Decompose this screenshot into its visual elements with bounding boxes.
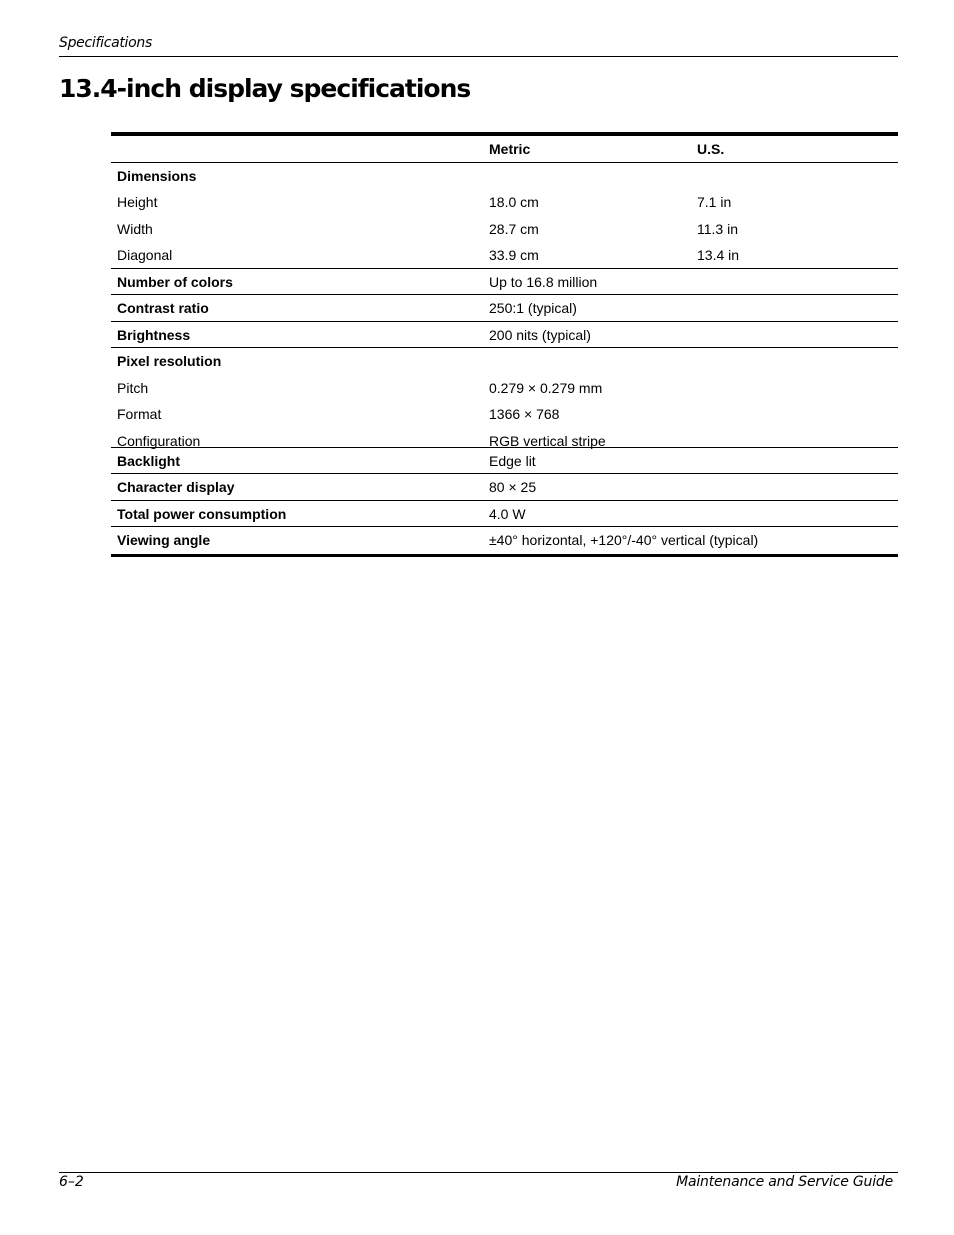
table-row [111,163,898,190]
running-header: Specifications [59,35,152,51]
row-label: Viewing angle [117,532,211,548]
row-label: Diagonal [117,247,173,263]
row-label: Contrast ratio [117,300,209,316]
row-metric-value: 33.9 cm [489,247,539,263]
footer-rule [59,1172,898,1173]
row-label: Pitch [117,379,149,396]
table-row [111,242,898,269]
row-metric-value: RGB vertical stripe [489,432,606,449]
row-label: Backlight [117,452,181,469]
row-label: Total power consumption [117,505,287,522]
row-metric-value: ±40° horizontal, +120°/-40° vertical (typical) [489,532,759,548]
row-label: Character display [117,479,235,495]
row-metric-value: 0.279 × 0.279 mm [489,379,603,396]
header-rule [59,56,898,57]
page-number: 6–2 [59,1174,84,1190]
row-metric-value: Edge lit [489,452,536,469]
row-us-value: 11.3 in [697,220,738,237]
page-title: 13.4-inch display specifications [59,74,471,103]
table-row [111,501,898,528]
column-header-us: U.S. [697,141,725,157]
row-label: Dimensions [117,167,197,184]
row-metric-value: 28.7 cm [489,220,539,237]
table-header-row [111,136,898,163]
table-row [111,527,898,554]
table-row [111,189,898,216]
row-label: Height [117,194,158,210]
row-label: Configuration [117,432,201,449]
column-header-metric: Metric [489,141,531,157]
table-row [111,401,898,428]
row-label: Brightness [117,326,191,343]
row-label: Format [117,406,162,422]
table-row [111,375,898,402]
row-metric-value: 1366 × 768 [489,406,560,422]
row-label: Number of colors [117,273,233,290]
row-label: Pixel resolution [117,353,222,369]
table-row [111,269,898,296]
table-row [111,322,898,349]
table-row [111,348,898,375]
row-metric-value: 4.0 W [489,505,526,522]
row-us-value: 7.1 in [697,194,732,210]
guide-title: Maintenance and Service Guide [676,1174,893,1190]
row-us-value: 13.4 in [697,247,740,263]
table-row [111,474,898,501]
row-metric-value: 18.0 cm [489,194,539,210]
row-label: Width [117,220,153,237]
row-metric-value: 80 × 25 [489,479,537,495]
table-row [111,295,898,322]
row-metric-value: 200 nits (typical) [489,326,591,343]
spec-table [111,132,898,557]
table-row [111,428,898,448]
table-row [111,216,898,243]
table-row [111,448,898,475]
row-metric-value: 250:1 (typical) [489,300,577,316]
row-metric-value: Up to 16.8 million [489,273,598,290]
